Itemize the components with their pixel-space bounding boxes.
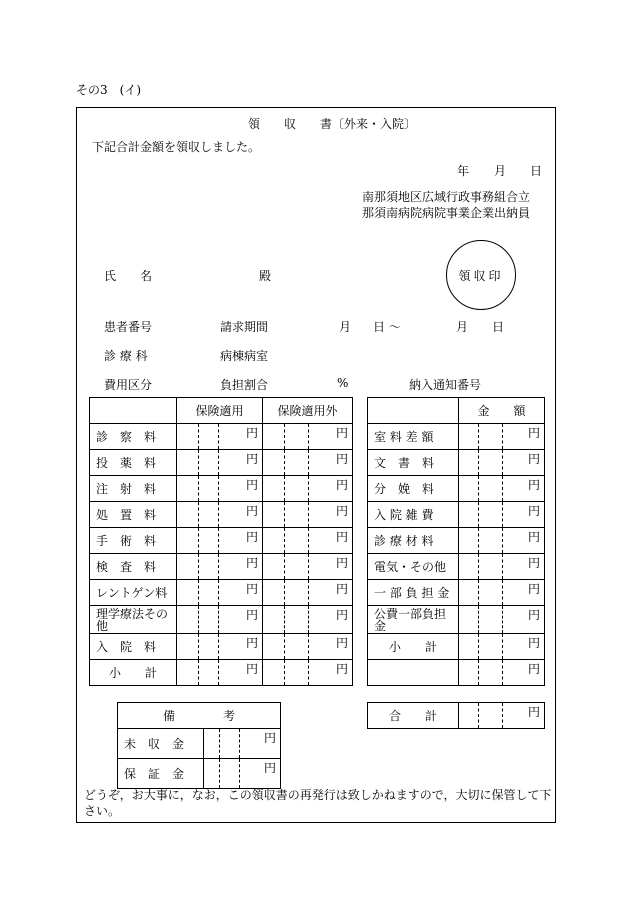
yen-mark: 円 — [219, 424, 263, 450]
name-honorific: 殿 — [259, 269, 272, 283]
yen-mark: 円 — [219, 528, 263, 554]
amount-cell — [479, 528, 503, 554]
table-row — [368, 660, 545, 686]
insurance-charges-table — [89, 397, 353, 686]
row-label: 室 料 差 額 — [368, 424, 459, 450]
row-label: 一 部 負 担 金 — [368, 580, 459, 606]
amount-cell — [479, 502, 503, 528]
yen-mark: 円 — [503, 580, 545, 606]
amount-cell — [285, 476, 309, 502]
amount-cell — [459, 502, 479, 528]
row-label — [368, 660, 459, 686]
row-label: 公費一部負担金 — [368, 606, 459, 634]
yen-mark: 円 — [219, 660, 263, 686]
yen-mark: 円 — [240, 729, 281, 759]
amount-cell — [459, 476, 479, 502]
amount-cell — [263, 580, 285, 606]
amount-cell — [479, 606, 503, 634]
table-row — [90, 476, 353, 502]
period-month-start: 月 — [339, 320, 352, 334]
amount-cell — [177, 476, 199, 502]
row-label: レントゲン料 — [90, 580, 177, 606]
amount-cell — [479, 450, 503, 476]
amount-cell — [459, 634, 479, 660]
amount-cell — [177, 528, 199, 554]
yen-mark: 円 — [309, 606, 353, 634]
amount-cell — [459, 606, 479, 634]
footer-note: どうぞ，お大事に，なお，この領収書の再発行は致しかねますので，大切に保管して下さい。 — [84, 788, 552, 818]
amount-cell — [263, 424, 285, 450]
yen-mark: 円 — [219, 476, 263, 502]
amount-cell — [204, 759, 220, 789]
table-row — [90, 502, 353, 528]
amount-cell — [263, 554, 285, 580]
period-day-end: 日 — [492, 320, 505, 334]
row-label: 診 療 材 料 — [368, 528, 459, 554]
amount-cell — [479, 476, 503, 502]
table-row — [368, 606, 545, 634]
patient-number-label: 患者番号 — [104, 320, 153, 334]
total-yen: 円 — [503, 703, 545, 729]
yen-mark: 円 — [503, 424, 545, 450]
yen-mark: 円 — [309, 580, 353, 606]
amount-cell — [285, 634, 309, 660]
table-row — [368, 476, 545, 502]
amount-cell — [177, 634, 199, 660]
amount-cell — [199, 424, 219, 450]
amount-cell — [199, 528, 219, 554]
table-row — [118, 759, 281, 789]
amount-cell — [204, 729, 220, 759]
amount-cell — [479, 424, 503, 450]
amount-cell — [199, 476, 219, 502]
table-row — [90, 424, 353, 450]
yen-mark: 円 — [219, 450, 263, 476]
table-row — [90, 450, 353, 476]
yen-mark: 円 — [309, 634, 353, 660]
receipt-title — [248, 115, 416, 132]
amount-cell — [263, 476, 285, 502]
row-label: 電気・その他 — [368, 554, 459, 580]
date-day: 日 — [530, 164, 543, 178]
cost-class-label: 費用区分 — [104, 378, 153, 392]
row-label: 手 術 料 — [90, 528, 177, 554]
table-row — [118, 729, 281, 759]
receipt-seal — [446, 240, 516, 310]
amount-cell — [220, 729, 240, 759]
amount-cell — [199, 554, 219, 580]
period-month-end: 月 — [456, 320, 469, 334]
row-label: 分 娩 料 — [368, 476, 459, 502]
burden-ratio-label: 負担割合 — [220, 378, 269, 392]
yen-mark: 円 — [219, 554, 263, 580]
issuer-line2: 那須南病院病院事業企業出納員 — [362, 206, 531, 220]
billing-period-label: 請求期間 — [220, 320, 269, 334]
header-uninsured: 保険適用外 — [263, 398, 353, 424]
yen-mark: 円 — [503, 528, 545, 554]
amount-cell — [285, 660, 309, 686]
amount-cell — [177, 660, 199, 686]
yen-mark: 円 — [309, 502, 353, 528]
table-row — [368, 554, 545, 580]
yen-mark: 円 — [309, 528, 353, 554]
amount-cell — [199, 450, 219, 476]
amount-cell — [479, 634, 503, 660]
name-label: 氏 名 — [104, 269, 153, 283]
amount-cell — [459, 660, 479, 686]
amount-cell — [199, 580, 219, 606]
yen-mark: 円 — [309, 660, 353, 686]
amount-cell — [479, 554, 503, 580]
amount-cell — [285, 502, 309, 528]
issuer-line1: 南那須地区広域行政事務組合立 — [362, 190, 531, 204]
yen-mark: 円 — [309, 450, 353, 476]
yen-mark: 円 — [309, 554, 353, 580]
table-row — [368, 634, 545, 660]
amount-cell — [479, 580, 503, 606]
row-label: 注 射 料 — [90, 476, 177, 502]
table-row — [368, 502, 545, 528]
amount-cell — [199, 660, 219, 686]
amount-cell — [263, 634, 285, 660]
total-label: 合 計 — [368, 703, 459, 729]
yen-mark: 円 — [309, 424, 353, 450]
table-row — [368, 424, 545, 450]
table-corner — [90, 398, 177, 424]
amount-cell — [459, 528, 479, 554]
amount-cell — [199, 502, 219, 528]
amount-cell — [459, 580, 479, 606]
amount-cell — [459, 450, 479, 476]
remarks-table — [117, 702, 281, 789]
amount-cell — [285, 450, 309, 476]
yen-mark: 円 — [219, 634, 263, 660]
amount-cell — [199, 634, 219, 660]
amount-cell — [285, 580, 309, 606]
amount-cell — [177, 424, 199, 450]
row-label: 文 書 料 — [368, 450, 459, 476]
amount-cell — [199, 606, 219, 634]
row-label: 入 院 料 — [90, 634, 177, 660]
percent-sign: % — [337, 376, 349, 390]
yen-mark: 円 — [309, 476, 353, 502]
header-insured: 保険適用 — [177, 398, 263, 424]
yen-mark: 円 — [503, 554, 545, 580]
amount-cell — [220, 759, 240, 789]
row-label: 投 薬 料 — [90, 450, 177, 476]
table-row — [90, 580, 353, 606]
title-sub: 〔外来・入院〕 — [332, 117, 417, 131]
yen-mark: 円 — [503, 476, 545, 502]
table-row — [90, 634, 353, 660]
remarks-label: 未 収 金 — [118, 729, 204, 759]
total-cell — [459, 703, 479, 729]
yen-mark: 円 — [503, 660, 545, 686]
remarks-header: 備 考 — [118, 703, 281, 729]
amount-cell — [263, 502, 285, 528]
amount-cell — [479, 660, 503, 686]
yen-mark: 円 — [219, 502, 263, 528]
date-month: 月 — [494, 164, 507, 178]
amount-cell — [285, 606, 309, 634]
row-label: 理学療法その他 — [90, 606, 177, 634]
total-cell — [479, 703, 503, 729]
ward-label: 病棟病室 — [220, 349, 269, 363]
table-row — [368, 528, 545, 554]
amount-cell — [263, 606, 285, 634]
amount-cell — [459, 554, 479, 580]
page-label: その3 (イ) — [76, 83, 141, 97]
row-label: 検 査 料 — [90, 554, 177, 580]
yen-mark: 円 — [503, 502, 545, 528]
amount-cell — [177, 606, 199, 634]
receipt-statement: 下記合計金額を領収しました。 — [92, 140, 261, 154]
table-row — [90, 554, 353, 580]
row-label: 小 計 — [90, 660, 177, 686]
amount-cell — [263, 450, 285, 476]
amount-cell — [263, 528, 285, 554]
title-main: 領 収 書 — [248, 117, 333, 131]
department-label: 診 療 科 — [104, 349, 148, 363]
amount-cell — [177, 580, 199, 606]
yen-mark: 円 — [503, 450, 545, 476]
row-label: 処 置 料 — [90, 502, 177, 528]
yen-mark: 円 — [503, 606, 545, 634]
date-year: 年 — [457, 164, 470, 178]
row-label: 診 察 料 — [90, 424, 177, 450]
table-row — [90, 606, 353, 634]
amount-cell — [459, 424, 479, 450]
table-row — [90, 660, 353, 686]
row-label: 小 計 — [368, 634, 459, 660]
amount-cell — [263, 660, 285, 686]
table-row — [368, 580, 545, 606]
yen-mark: 円 — [503, 634, 545, 660]
amount-cell — [177, 554, 199, 580]
amount-cell — [285, 528, 309, 554]
yen-mark: 円 — [240, 759, 281, 789]
amount-cell — [177, 450, 199, 476]
table-row — [368, 450, 545, 476]
amount-cell — [285, 424, 309, 450]
yen-mark: 円 — [219, 580, 263, 606]
table-row — [90, 528, 353, 554]
table-corner — [368, 398, 459, 424]
payment-notice-label: 納入通知番号 — [409, 378, 482, 392]
yen-mark: 円 — [219, 606, 263, 634]
remarks-label: 保 証 金 — [118, 759, 204, 789]
amount-cell — [285, 554, 309, 580]
seal-text: 領収印 — [458, 268, 504, 283]
other-charges-table — [367, 397, 545, 686]
row-label: 入 院 雑 費 — [368, 502, 459, 528]
amount-cell — [177, 502, 199, 528]
header-amount: 金 額 — [459, 398, 545, 424]
total-table — [367, 702, 545, 729]
period-day-start: 日 〜 — [373, 320, 401, 334]
